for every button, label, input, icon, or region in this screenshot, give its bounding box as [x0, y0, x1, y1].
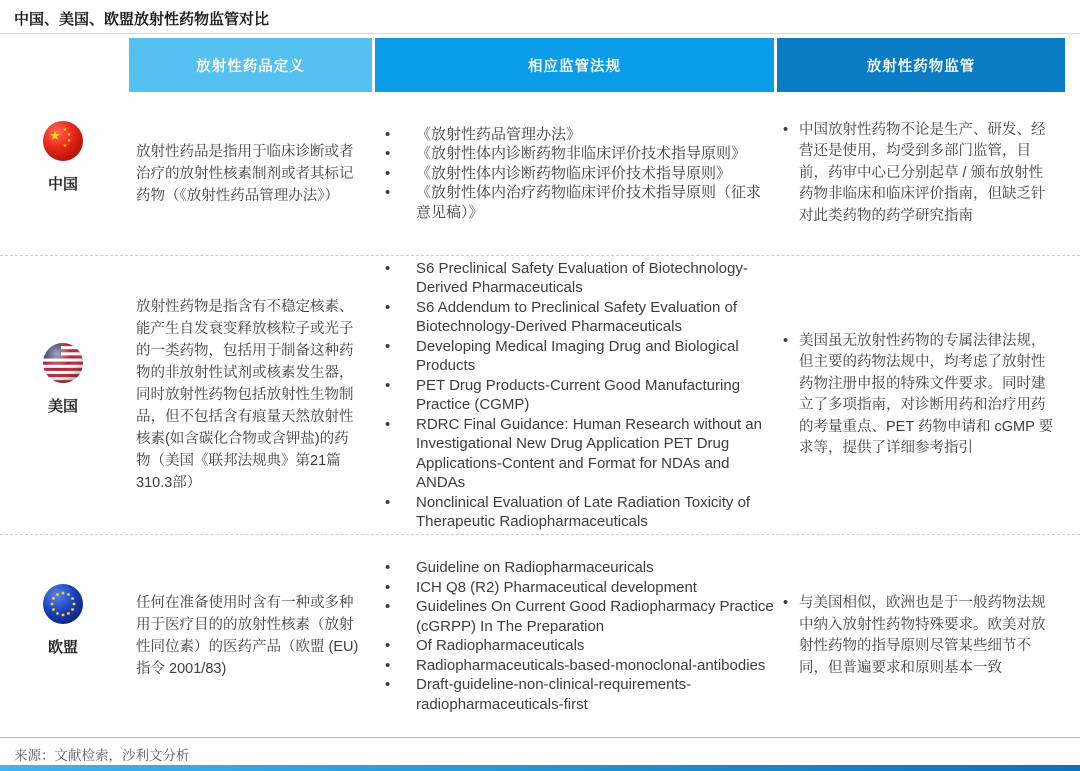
country-cell-china	[0, 92, 126, 255]
regulation-item: • PET Drug Products-Current Good Manufacturing Practice (CGMP)	[375, 376, 774, 415]
table-row-china	[0, 92, 1080, 255]
definition-text: 任何在准备使用时含有一种或多种用于医疗目的的放射性核素（放射性同位素）的医药产品（欧盟 (EU) 指令 2001/83)	[136, 595, 359, 677]
regulations-list	[375, 558, 774, 714]
svg-text:★: ★	[66, 132, 72, 138]
regulations-cell-eu	[375, 535, 774, 737]
supervision-list	[777, 593, 1057, 679]
regulation-item: • Guideline on Radiopharmaceuricals	[375, 558, 774, 578]
regulation-item: • Of Radiopharmaceuticals	[375, 636, 774, 656]
definition-cell-china	[129, 92, 372, 255]
definition-cell-eu	[129, 535, 372, 737]
usa-flag-icon	[41, 341, 85, 385]
regulation-item: • Nonclinical Evaluation of Late Radiation Toxicity of Therapeutic Radiopharmaceuticals	[375, 493, 774, 532]
country-label: 欧盟	[47, 638, 78, 656]
table-row-usa	[0, 256, 1080, 534]
regulation-item: • Guidelines On Current Good Radiopharmacy Practice (cGRPP) In The Preparation	[375, 597, 774, 636]
regulation-item: • 《放射性体内诊断药物非临床评价技术指导原则》	[375, 144, 774, 164]
regulation-item: • S6 Addendum to Preclinical Safety Evaluation of Biotechnology-Derived Pharmaceuticals	[375, 298, 774, 337]
regulation-item: • 《放射性体内治疗药物临床评价技术指导原则（征求意见稿）》	[375, 183, 774, 222]
bottom-accent-bar	[0, 765, 1080, 771]
header-supervision: 放射性药物监管	[777, 38, 1065, 92]
country-label: 中国	[47, 176, 78, 193]
regulation-item: • Radiopharmaceuticals-based-monoclonal-antibodies	[375, 656, 774, 676]
table-header-row	[0, 38, 1080, 92]
supervision-list	[777, 120, 1057, 228]
china-flag-icon	[41, 119, 85, 163]
supervision-cell-eu	[777, 535, 1065, 737]
definition-text: 放射性药物是指含有不稳定核素、能产生自发衰变释放核粒子或光子的一类药物，包括用于制备这种药物的非放射性试剂或核素发生器，同时放射性药物包括放射性生物制品，但不包括含有痕量天然放射性核素(如含碳化合物或含钾盐)的药物（美国《联邦法规典》第21篇310.3部）	[136, 299, 354, 491]
table-row-eu	[0, 535, 1080, 737]
regulation-item: • Draft-guideline-non-clinical-requirements-radiopharmaceuticals-first	[375, 675, 774, 714]
country-cell-eu	[0, 535, 126, 737]
eu-flag-icon	[41, 582, 85, 626]
title-divider	[0, 33, 1080, 34]
country-label: 美国	[47, 397, 78, 415]
regulations-cell-china	[375, 92, 774, 255]
svg-text:★: ★	[49, 128, 61, 143]
svg-text:★: ★	[62, 127, 68, 133]
supervision-cell-usa	[777, 256, 1065, 534]
regulation-item: • 《放射性体内诊断药物临床评价技术指导原则》	[375, 164, 774, 184]
header-definition: 放射性药品定义	[129, 38, 372, 92]
regulations-list	[375, 259, 774, 532]
supervision-item: • 美国虽无放射性药物的专属法律法规，但主要的药物法规中，均考虑了放射性药物注册申报的特殊文件要求。同时建立了多项指南，对诊断用药和治疗用药的考量重点、PET 药物申请和 cGMP 要求等，提供了详细参考指引	[777, 331, 1057, 460]
regulation-item: • Developing Medical Imaging Drug and Biological Products	[375, 337, 774, 376]
supervision-list	[777, 331, 1057, 460]
definition-cell-usa	[129, 256, 372, 534]
regulation-item: • ICH Q8 (R2) Pharmaceutical development	[375, 578, 774, 598]
regulations-cell-usa	[375, 256, 774, 534]
svg-text:★: ★	[62, 143, 68, 149]
supervision-item: • 与美国相似，欧洲也是于一般药物法规中纳入放射性药物特殊要求。欧美对放射性药物的指导原则尽管某些细节不同，但普遍要求和原则基本一致	[777, 593, 1057, 679]
regulations-list	[375, 125, 774, 223]
supervision-item: • 中国放射性药物不论是生产、研发、经营还是使用，均受到多部门监管，目前，药审中心已分别起草 / 颁布放射性药物非临床和临床评价指南，但缺乏针对此类药物的药学研究指南	[777, 120, 1057, 228]
supervision-cell-china	[777, 92, 1065, 255]
country-cell-usa	[0, 256, 126, 534]
page-title: 中国、美国、欧盟放射性药物监管对比	[14, 11, 270, 28]
header-spacer	[0, 38, 126, 92]
regulation-item: • RDRC Final Guidance: Human Research without an Investigational New Drug Application PET Drug Applications-Content and Format for NDAs and ANDAs	[375, 415, 774, 493]
svg-text:★: ★	[66, 138, 72, 144]
regulation-item: • S6 Preclinical Safety Evaluation of Biotechnology-Derived Pharmaceuticals	[375, 259, 774, 298]
regulation-item: • 《放射性药品管理办法》	[375, 125, 774, 145]
source-note: 来源：文献检索，沙利文分析	[14, 748, 190, 763]
header-regulations: 相应监管法规	[375, 38, 774, 92]
definition-text: 放射性药品是指用于临床诊断或者治疗的放射性核素制剂或者其标记药物（《放射性药品管理办法》）	[136, 143, 354, 204]
